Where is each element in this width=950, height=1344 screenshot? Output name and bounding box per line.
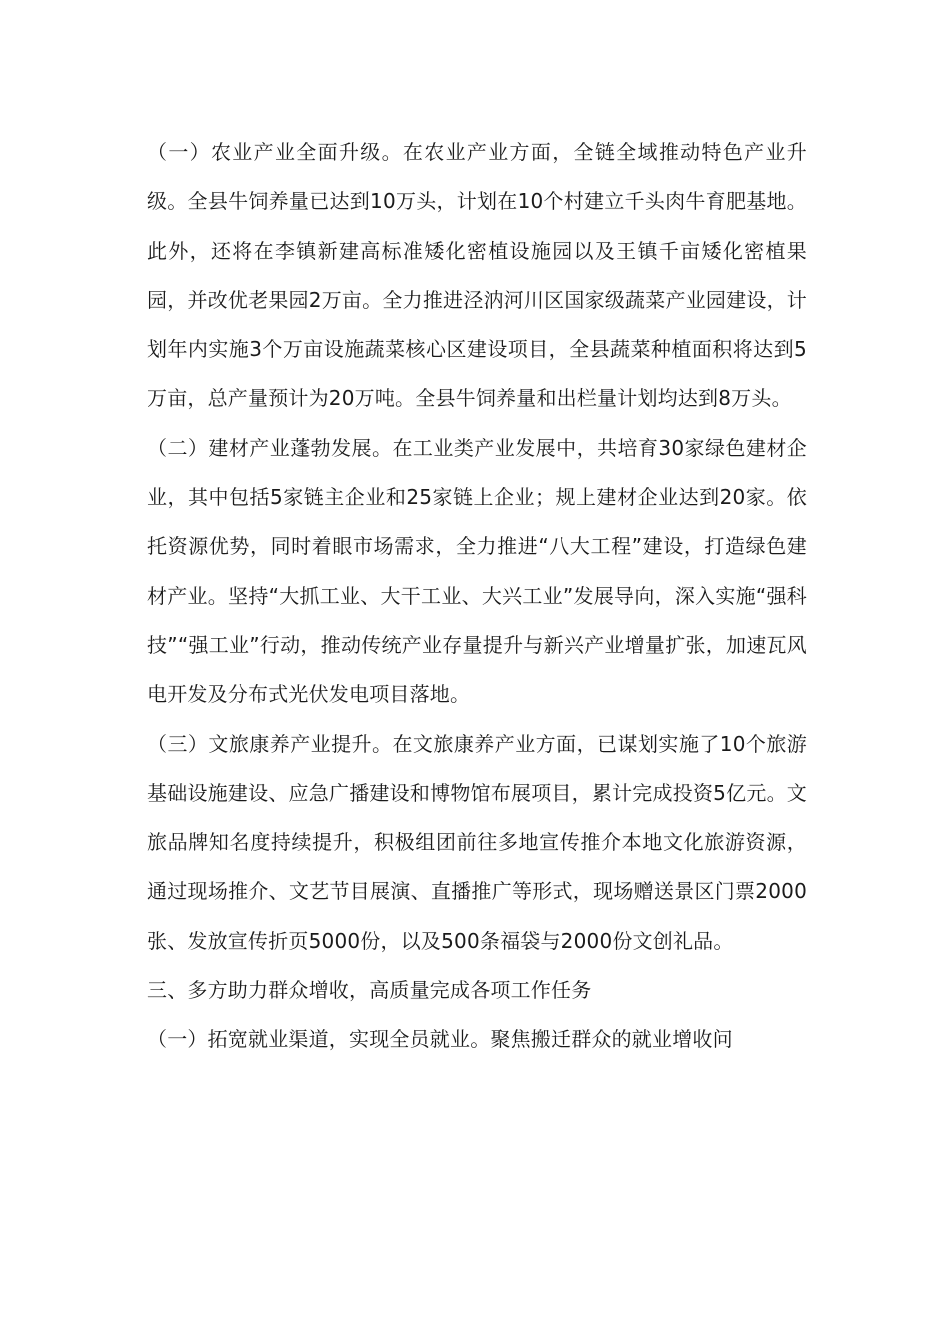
paragraph-culture-tourism: （三）文旅康养产业提升。在文旅康养产业方面，已谋划实施了10个旅游基础设施建设、应急广播建设和博物馆布展项目，累计完成投资5亿元。文旅品牌知名度持续提升，积极组团前往多地宣传推介本地文化旅游资源，通过现场推介、文艺节目展演、直播推广等形式，现场赠送景区门票2000张、发放宣传折页5000份，以及500条福袋与2000份文创礼品。 — [147, 731, 807, 953]
document-body — [147, 128, 807, 1065]
paragraph-building-materials: （二）建材产业蓬勃发展。在工业类产业发展中，共培育30家绿色建材企业，其中包括5家链主企业和25家链上企业；规上建材企业达到20家。依托资源优势，同时着眼市场需求，全力推进“八大工程”建设，打造绿色建材产业。坚持“大抓工业、大干工业、大兴工业”发展导向，深入实施“强科技”“强工业”行动，推动传统产业存量提升与新兴产业增量扩张，加速瓦风电开发及分布式光伏发电项目落地。 — [147, 435, 807, 707]
section-heading: 三、多方助力群众增收，高质量完成各项工作任务 — [147, 978, 592, 1003]
paragraph-agriculture: （一）农业产业全面升级。在农业产业方面，全链全域推动特色产业升级。全县牛饲养量已达到10万头，计划在10个村建立千头肉牛育肥基地。此外，还将在李镇新建高标准矮化密植设施园以及王镇千亩矮化密植果园，并改优老果园2万亩。全力推进泾汭河川区国家级蔬菜产业园建设，计划年内实施3个万亩设施蔬菜核心区建设项目，全县蔬菜种植面积将达到5万亩，总产量预计为20万吨。全县牛饲养量和出栏量计划均达到8万头。 — [147, 140, 807, 411]
paragraph-employment: （一）拓宽就业渠道，实现全员就业。聚焦搬迁群众的就业增收问 — [147, 1027, 733, 1052]
